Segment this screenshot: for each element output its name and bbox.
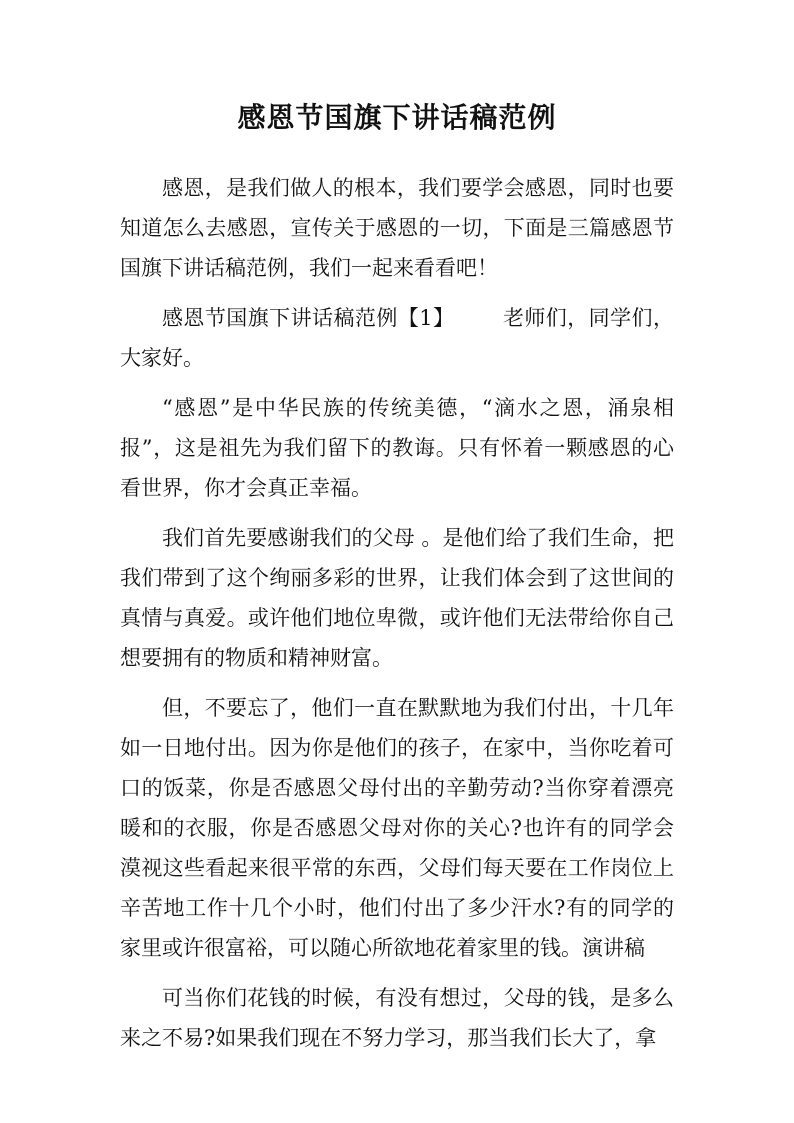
body-paragraph-2: 我们首先要感谢我们的父母 。是他们给了我们生命，把我们带到了这个绚丽多彩的世界，让我们体会到了这世间的真情与真爱。或许他们地位卑微，或许他们无法带给你自己想要拥有的物质和精神财富。 — [120, 526, 674, 670]
body-paragraph-4: 可当你们花钱的时候，有没有想过，父母的钱，是多么来之不易?如果我们现在不努力学习，那当我们长大了，拿 — [120, 986, 674, 1050]
section-heading: 感恩节国旗下讲话稿范例【1】 — [162, 306, 455, 330]
intro-paragraph: 感恩，是我们做人的根本，我们要学会感恩，同时也要知道怎么去感恩，宣传关于感恩的一切，下面是三篇感恩节国旗下讲话稿范例，我们一起来看看吧！ — [120, 176, 674, 280]
section-heading-paragraph — [120, 298, 674, 378]
section-greeting: 老师们，同学们，大家好。 — [120, 306, 674, 370]
body-paragraph-1: “感恩”是中华民族的传统美德，“滴水之恩，涌泉相报”，这是祖先为我们留下的教诲。只有怀着一颗感恩的心看世界，你才会真正幸福。 — [120, 396, 674, 500]
body-paragraph-3: 但，不要忘了，他们一直在默默地为我们付出，十几年如一日地付出。因为你是他们的孩子，在家中，当你吃着可口的饭菜，你是否感恩父母付出的辛勤劳动?当你穿着漂亮暖和的衣服，你是否感恩父母对你的关心?也许有的同学会漠视这些看起来很平常的东西，父母们每天要在工作岗位上辛苦地工作十几个小时，他们付出了多少汗水?有的同学的家里或许很富裕，可以随心所欲地花着家里的钱。演讲稿 — [120, 696, 674, 960]
document-title: 感恩节国旗下讲话稿范例 — [237, 101, 557, 134]
